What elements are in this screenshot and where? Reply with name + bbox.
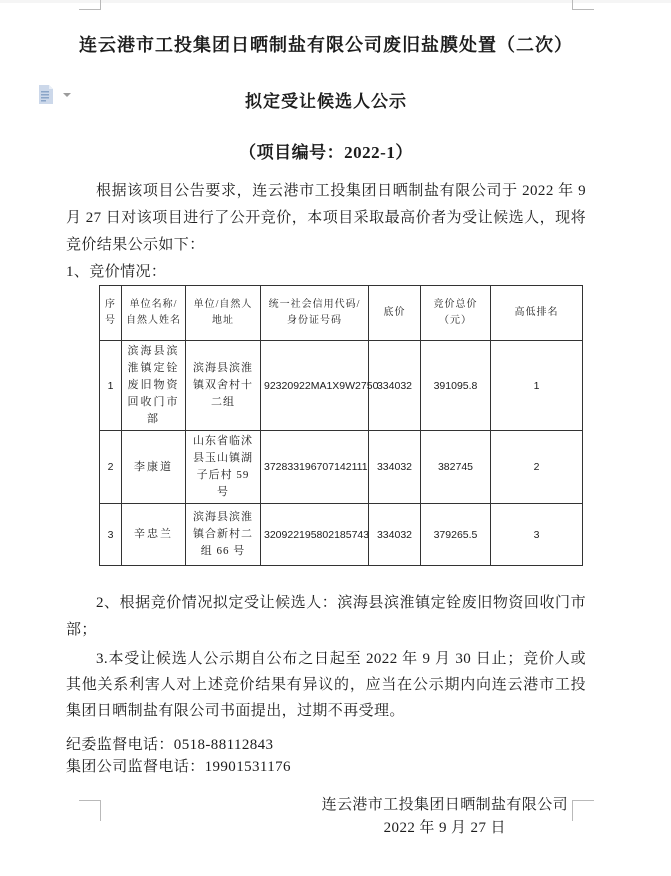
bid-results-table xyxy=(99,285,583,566)
cell-serial-no: 2 xyxy=(100,431,122,504)
paste-options-icon xyxy=(36,83,56,111)
cell-address: 山东省临沭县玉山镇湖子后村 59 号 xyxy=(186,431,261,504)
cell-total-price: 391095.8 xyxy=(421,341,491,431)
cell-name: 辛忠兰 xyxy=(122,504,186,566)
paragraph-candidate: 2、根据竞价情况拟定受让候选人：滨海县滨淮镇定铨废旧物资回收门市部； xyxy=(66,595,586,638)
cell-credit-code: 320922195802185743 xyxy=(261,504,369,566)
cell-address: 滨海县滨淮镇合新村二组 66 号 xyxy=(186,504,261,566)
cell-rank: 3 xyxy=(491,504,583,566)
cell-rank: 1 xyxy=(491,341,583,431)
signature-date: 2022 年 9 月 27 日 xyxy=(383,820,506,836)
cell-base-price: 334032 xyxy=(369,504,421,566)
cell-rank: 2 xyxy=(491,431,583,504)
paragraph-publicity-period: 3.本受让候选人公示期自公布之日起至 2022 年 9 月 30 日止；竞价人或其他关系利害人对上述竞价结果有异议的，应当在公示期内向连云港市工投集团日晒制盐有限公司书面提出，过期不再受理。 xyxy=(66,651,586,719)
cell-total-price: 379265.5 xyxy=(421,504,491,566)
document-title: 连云港市工投集团日晒制盐有限公司废旧盐膜处置（二次） xyxy=(79,35,573,55)
cell-address: 滨海县滨淮镇双舍村十二组 xyxy=(186,341,261,431)
cell-name: 滨海县滨淮镇定铨废旧物资回收门市部 xyxy=(122,341,186,431)
header-base-price: 底价 xyxy=(369,286,421,341)
header-address: 单位/自然人地址 xyxy=(186,286,261,341)
cell-total-price: 382745 xyxy=(421,431,491,504)
section1-heading: 1、竞价情况： xyxy=(66,264,167,280)
cell-credit-code: 372833196707142111 xyxy=(261,431,369,504)
header-rank: 高低排名 xyxy=(491,286,583,341)
discipline-phone-line: 纪委监督电话：0518-88112843 xyxy=(66,737,274,753)
table-row xyxy=(100,431,583,504)
header-serial-no: 序号 xyxy=(100,286,122,341)
document-content xyxy=(66,0,586,840)
signature-company: 连云港市工投集团日晒制盐有限公司 xyxy=(321,797,568,813)
group-phone-line: 集团公司监督电话：19901531176 xyxy=(66,759,291,775)
header-name: 单位名称/自然人姓名 xyxy=(122,286,186,341)
table-row xyxy=(100,341,583,431)
project-number: （项目编号：2022-1） xyxy=(239,143,413,162)
header-total-price: 竞价总价（元） xyxy=(421,286,491,341)
table-row xyxy=(100,504,583,566)
header-credit-code: 统一社会信用代码/身份证号码 xyxy=(261,286,369,341)
cell-name: 李康道 xyxy=(122,431,186,504)
table-header-row xyxy=(100,286,583,341)
cell-credit-code: 92320922MA1X9W2750 xyxy=(261,341,369,431)
cell-base-price: 334032 xyxy=(369,431,421,504)
intro-paragraph: 根据该项目公告要求，连云港市工投集团日晒制盐有限公司于 2022 年 9 月 27 日对该项目进行了公开竞价，本项目采取最高价者为受让候选人，现将竞价结果公示如下： xyxy=(66,183,586,253)
cell-base-price: 334032 xyxy=(369,341,421,431)
signature-block xyxy=(322,794,568,840)
cell-serial-no: 1 xyxy=(100,341,122,431)
document-subtitle: 拟定受让候选人公示 xyxy=(245,92,407,111)
cell-serial-no: 3 xyxy=(100,504,122,566)
